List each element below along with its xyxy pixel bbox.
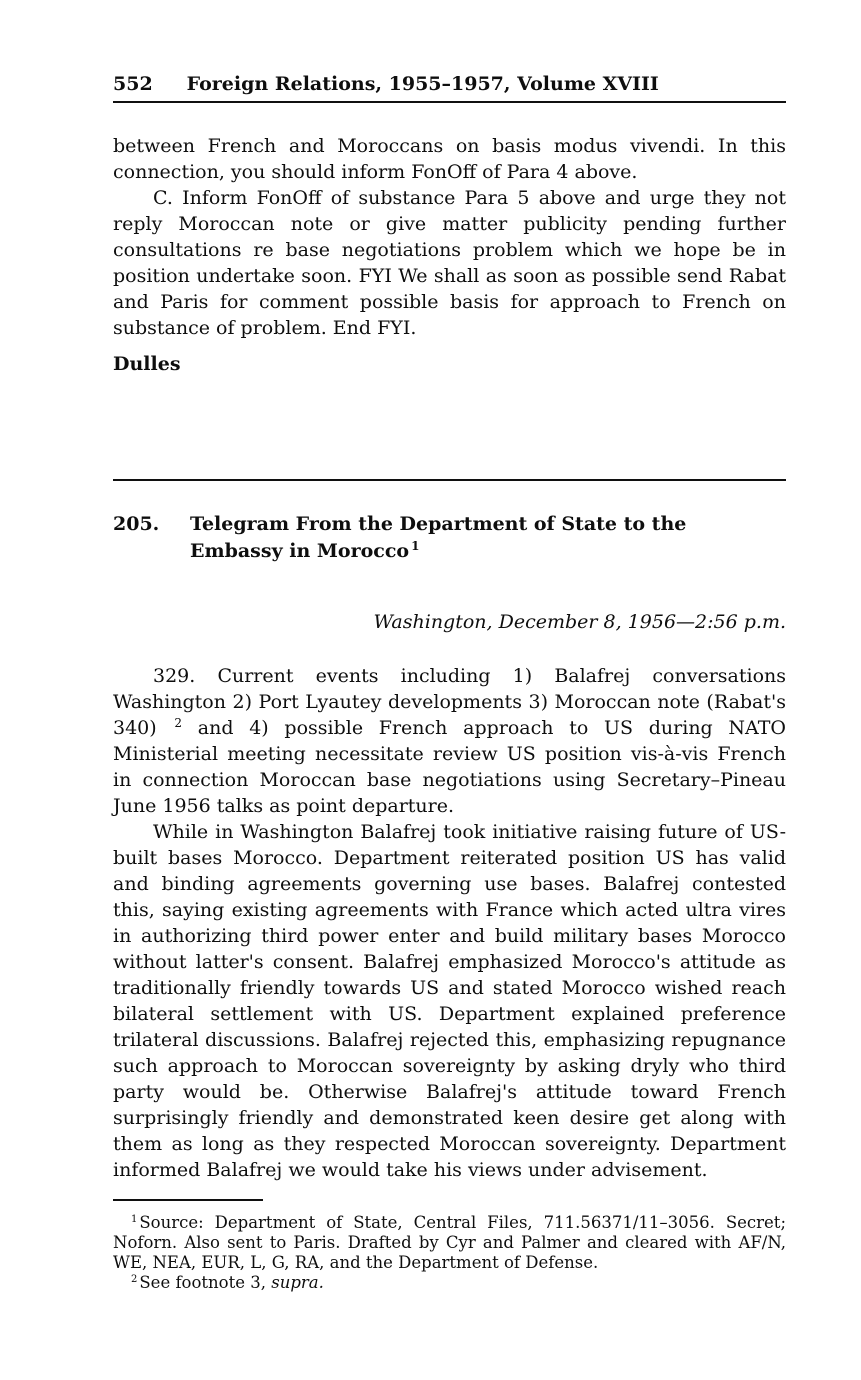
book-title: Foreign Relations, 1955–1957, Volume XVIII: [186, 73, 659, 95]
dateline: Washington, December 8, 1956—2:56 p.m.: [373, 611, 786, 633]
paragraph: While in Washington Balafrej took initiative raising future of US-built bases Morocco. Department reiterated position US has valid and binding agreements governing use bases. Balafrej contested this, saying existing agreements with France which acted ultra vires in authorizing third power enter and build military bases Morocco without latter's consent. Balafrej emphasized Morocco's attitude as traditionally friendly towards US and stated Morocco wished reach bilateral settlement with US. Department explained preference trilateral discussions. Balafrej rejected this, emphasizing repugnance such approach to Moroccan sovereignty by asking dryly who third party would be. Otherwise Balafrej's attitude toward French surprisingly friendly and demonstrated keen desire get along with them as long as they respected Moroccan sovereignty. Department informed Balafrej we would take his views under advisement.: [113, 821, 786, 1181]
document-title-text: Telegram From the Department of State to the Embassy in Morocco: [190, 513, 687, 562]
paragraph-text: and 4) possible French approach to US during NATO Ministerial meeting necessitate review US position vis-à-vis French in connection Moroccan base negotiations using Secretary–Pineau June 1956 talks as point departure.: [113, 717, 786, 817]
paragraph: between French and Moroccans on basis modus vivendi. In this connection, you should inform FonOff of Para 4 above.: [113, 135, 786, 183]
paragraph-text: 329. Current events including 1) Balafrej conversations Washington 2) Port Lyautey developments 3) Moroccan note (Rabat's 340): [113, 665, 786, 739]
running-header: [113, 72, 786, 103]
footnote-2-italic: supra.: [271, 1273, 324, 1292]
paragraph: [113, 663, 786, 819]
footnote-1-text: Source: Department of State, Central Files, 711.56371/11–3056. Secret; Noforn. Also sent to Paris. Drafted by Cyr and Palmer and cleared with AF/N, WE, NEA, EUR, L, G, RA, and the Department of Defense.: [113, 1213, 786, 1272]
footnotes: [113, 1199, 786, 1293]
footnote-ref-2: 2: [174, 715, 183, 730]
footnote-separator: [113, 1199, 263, 1201]
footnote-2-text: See footnote 3,: [139, 1273, 267, 1292]
page-number: 552: [113, 73, 153, 95]
document-title: [190, 511, 770, 565]
footnote-ref-1: 1: [411, 538, 420, 553]
document-number: 205.: [113, 513, 160, 535]
footnote-1-marker: 1: [131, 1213, 138, 1225]
document-divider: [113, 479, 786, 481]
footnote-2-marker: 2: [131, 1273, 138, 1285]
document-heading: [113, 511, 786, 565]
document-body: [113, 663, 786, 1183]
signature: Dulles: [113, 353, 181, 375]
paragraph: C. Inform FonOff of substance Para 5 above and urge they not reply Moroccan note or give matter publicity pending further consultations re base negotiations problem which we hope be in position undertake soon. FYI We shall as soon as possible send Rabat and Paris for comment possible basis for approach to French on substance of problem. End FYI.: [113, 187, 786, 339]
footnote-2: [113, 1273, 786, 1293]
footnote-1: [113, 1213, 786, 1273]
previous-document-body: [113, 133, 786, 377]
